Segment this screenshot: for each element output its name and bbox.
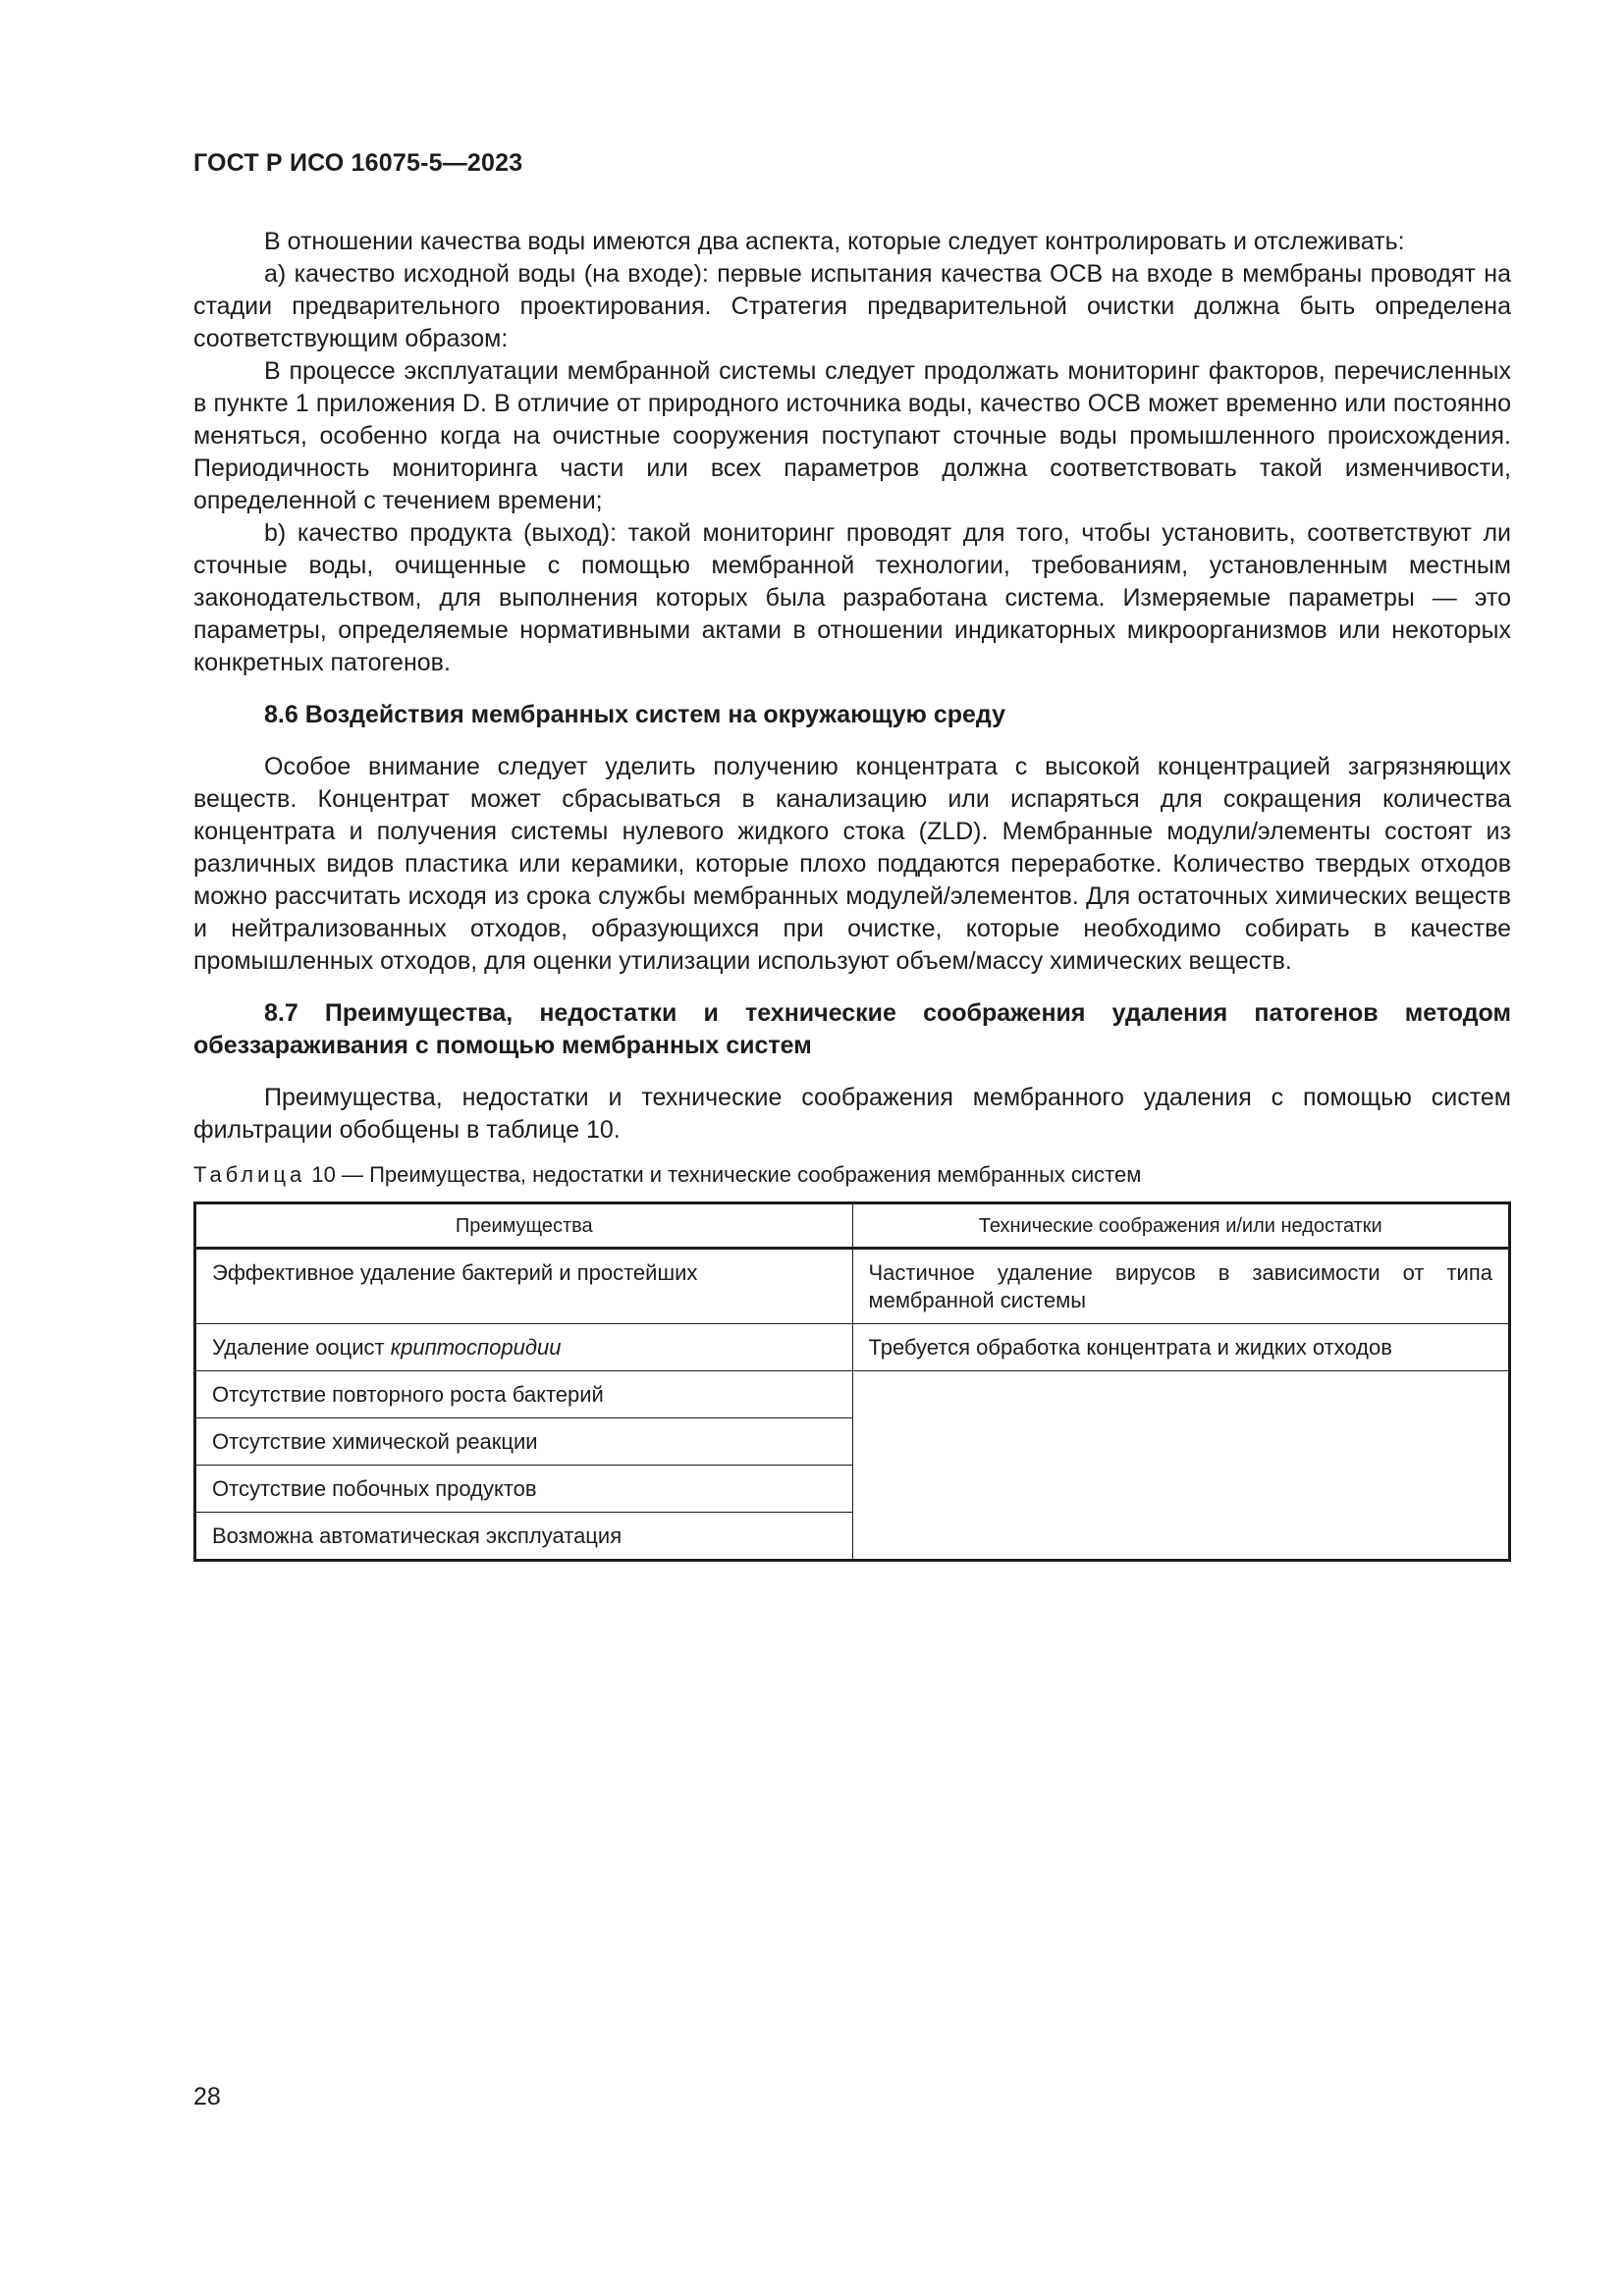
section-8-7-heading: 8.7 Преимущества, недостатки и технические соображения удаления патогенов методом обеззараживания с помощью мембранных систем <box>193 999 1511 1059</box>
advantage-cell: Возможна автоматическая эксплуатация <box>195 1513 853 1561</box>
section-8-6-heading: 8.6 Воздействия мембранных систем на окружающую среду <box>264 701 1005 728</box>
advantage-cell: Отсутствие повторного роста бактерий <box>195 1371 853 1418</box>
document-body <box>193 226 1511 1562</box>
section-8-7-text: Преимущества, недостатки и технические соображения мембранного удаления с помощью систем фильтрации обобщены в таблице 10. <box>193 1084 1511 1144</box>
intro-paragraph: В отношении качества воды имеются два аспекта, которые следует контролировать и отслеживать: <box>264 228 1405 255</box>
advantage-cell <box>195 1324 853 1371</box>
column-header-considerations: Технические соображения и/или недостатки <box>852 1203 1510 1249</box>
table-caption <box>193 1160 1511 1190</box>
table-header-row <box>195 1203 1510 1249</box>
table-caption-word: Таблица <box>193 1162 306 1187</box>
table-row <box>195 1249 1510 1324</box>
item-b-paragraph: b) качество продукта (выход): такой мониторинг проводят для того, чтобы установить, соответствуют ли сточные воды, очищенные с помощью мембранной технологии, требованиям, установленным местным законодательством, для выполнения которых была разработана система. Измеряемые параметры — это параметры, определяемые нормативными актами в отношении индикаторных микроорганизмов или некоторых конкретных патогенов. <box>193 519 1511 676</box>
consideration-cell: Требуется обработка концентрата и жидких отходов <box>852 1324 1510 1371</box>
item-a-continuation: В процессе эксплуатации мембранной системы следует продолжать мониторинг факторов, перечисленных в пункте 1 приложения D. В отличие от природного источника воды, качество ОСВ может временно или постоянно меняться, особенно когда на очистные сооружения поступают сточные воды промышленного происхождения. Периодичность мониторинга части или всех параметров должна соответствовать такой изменчивости, определенной с течением времени; <box>193 357 1511 514</box>
comparison-table <box>193 1201 1511 1562</box>
advantage-cell: Отсутствие побочных продуктов <box>195 1466 853 1513</box>
table-caption-text: 10 — Преимущества, недостатки и технические соображения мембранных систем <box>311 1162 1142 1187</box>
table-row <box>195 1324 1510 1371</box>
item-a-paragraph: а) качество исходной воды (на входе): первые испытания качества ОСВ на входе в мембраны проводят на стадии предварительного проектирования. Стратегия предварительной очистки должна быть определена соответствующим образом: <box>193 260 1511 352</box>
advantage-cell: Отсутствие химической реакции <box>195 1418 853 1466</box>
advantage-cell: Эффективное удаление бактерий и простейших <box>195 1249 853 1324</box>
standard-header: ГОСТ Р ИСО 16075-5—2023 <box>193 149 523 177</box>
section-8-6-text: Особое внимание следует уделить получению концентрата с высокой концентрацией загрязняющих веществ. Концентрат может сбрасываться в канализацию или испаряться для сокращения количества концентрата и получения системы нулевого жидкого стока (ZLD). Мембранные модули/элементы состоят из различных видов пластика или керамики, которые плохо поддаются переработке. Количество твердых отходов можно рассчитать исходя из срока службы мембранных модулей/элементов. Для остаточных химических веществ и нейтрализованных отходов, образующихся при очистке, которые необходимо собирать в качестве промышленных отходов, для оценки утилизации используют объем/массу химических веществ. <box>193 753 1511 975</box>
column-header-advantages: Преимущества <box>195 1203 853 1249</box>
advantage-text: Удаление ооцист <box>212 1335 391 1360</box>
consideration-cell: Частичное удаление вирусов в зависимости от типа мембранной системы <box>852 1249 1510 1324</box>
consideration-cell-empty <box>852 1371 1510 1561</box>
advantage-italic-term: криптоспоридии <box>390 1335 562 1360</box>
table-row <box>195 1371 1510 1418</box>
page-number: 28 <box>193 2083 221 2110</box>
